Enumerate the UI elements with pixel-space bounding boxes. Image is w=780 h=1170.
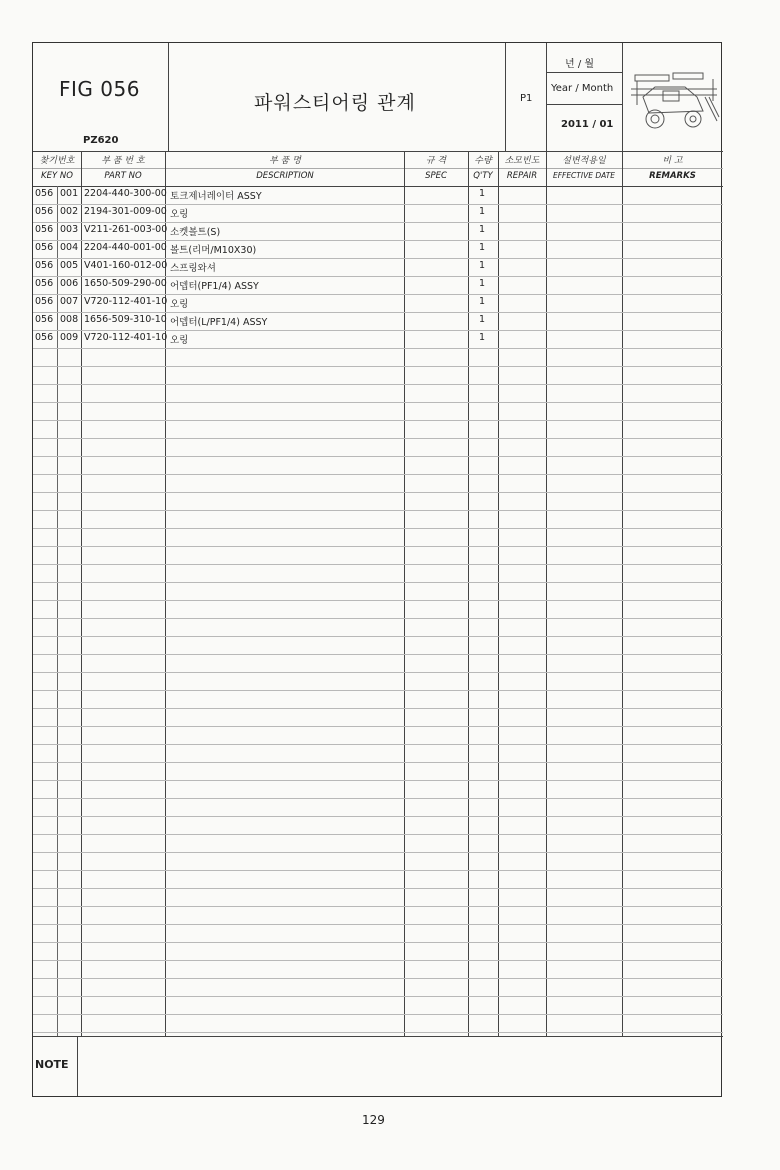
ruled-line (33, 960, 723, 961)
ruled-line (33, 852, 723, 853)
col-eff-ko: 설변적용일 (562, 156, 606, 166)
fig-cell: 056 (35, 278, 54, 289)
qty-cell: 1 (479, 296, 486, 307)
fig-cell: 056 (35, 188, 54, 199)
page-title: 파워스티어링 관계 (254, 92, 416, 114)
ruled-line (33, 996, 723, 997)
ruled-line (33, 474, 723, 475)
table-row (33, 276, 486, 294)
ruled-line (33, 600, 723, 601)
ruled-line (33, 744, 723, 745)
col-repair-en: REPAIR (506, 171, 538, 181)
col-eff-en: EFFECTIVE DATE (552, 171, 616, 180)
description-cell: 소켓볼트(S) (170, 227, 221, 238)
part-number-cell: V720-112-401-10 (84, 332, 168, 343)
rice-transplanter-icon (625, 61, 721, 139)
table-row (33, 186, 486, 204)
part-number-cell: V401-160-012-00 (84, 260, 168, 271)
qty-cell: 1 (479, 224, 486, 235)
fig-cell: 056 (35, 242, 54, 253)
table-row (33, 258, 486, 276)
part-number-cell: 2204-440-001-00 (84, 242, 167, 253)
part-number-cell: 1650-509-290-00 (84, 278, 167, 289)
ruled-line (33, 942, 723, 943)
key-cell: 006 (60, 278, 79, 289)
qty-cell: 1 (479, 242, 486, 253)
table-row (33, 204, 486, 222)
fig-cell: 056 (35, 224, 54, 235)
ruled-line (33, 618, 723, 619)
table-row (33, 330, 486, 348)
fig-cell: 056 (35, 332, 54, 343)
page-number: 129 (362, 1113, 385, 1127)
date-value: 2011 / 01 (561, 119, 614, 130)
ruled-line (33, 978, 723, 979)
description-cell: 어뎁터(L/PF1/4) ASSY (170, 317, 268, 328)
key-cell: 008 (60, 314, 79, 325)
qty-cell: 1 (479, 206, 486, 217)
part-number-cell: 2194-301-009-00 (84, 206, 167, 217)
col-key-ko: 찾기번호 (39, 156, 75, 166)
ruled-line (33, 420, 723, 421)
ruled-line (33, 492, 723, 493)
ruled-line (33, 510, 723, 511)
col-qty-en: Q'TY (473, 171, 493, 181)
key-cell: 002 (60, 206, 79, 217)
ruled-line (33, 924, 723, 925)
qty-cell: 1 (479, 314, 486, 325)
qty-cell: 1 (479, 332, 486, 343)
description-cell: 볼트(리머/M10X30) (170, 245, 257, 256)
ruled-line (33, 528, 723, 529)
table-row (33, 294, 486, 312)
note-label: NOTE (35, 1058, 69, 1071)
col-spec-ko: 규 격 (425, 156, 447, 166)
ruled-line (33, 564, 723, 565)
fig-cell: 056 (35, 296, 54, 307)
date-label-en: Year / Month (551, 83, 614, 94)
ruled-line (33, 438, 723, 439)
ruled-line (33, 762, 723, 763)
ruled-line (33, 636, 723, 637)
ruled-line (33, 798, 723, 799)
col-qty-ko: 수량 (474, 156, 492, 166)
ruled-line (33, 348, 723, 349)
col-repair-ko: 소모빈도 (504, 156, 540, 166)
description-cell: 오링 (170, 209, 189, 220)
machine-illustration (625, 61, 721, 139)
ruled-line (33, 888, 723, 889)
ruled-line (33, 690, 723, 691)
fig-number: FIG 056 (59, 77, 140, 101)
ruled-line (33, 726, 723, 727)
part-number-cell: 1656-509-310-10 (84, 314, 167, 325)
key-cell: 003 (60, 224, 79, 235)
qty-cell: 1 (479, 260, 486, 271)
ruled-line (33, 816, 723, 817)
ruled-line (33, 780, 723, 781)
ruled-line (33, 870, 723, 871)
ruled-line (33, 834, 723, 835)
date-label-ko: 년 / 월 (565, 59, 595, 70)
ruled-line (33, 906, 723, 907)
key-cell: 009 (60, 332, 79, 343)
ruled-line (33, 708, 723, 709)
fig-cell: 056 (35, 260, 54, 271)
description-cell: 토크제너레이터 ASSY (170, 191, 262, 202)
key-cell: 007 (60, 296, 79, 307)
ruled-line (33, 1032, 723, 1033)
ruled-line (33, 366, 723, 367)
col-rem-ko: 비 고 (662, 156, 683, 166)
table-row (33, 222, 486, 240)
col-part-ko: 부 품 번 호 (101, 156, 145, 166)
ruled-line (33, 672, 723, 673)
part-number-cell: V720-112-401-10 (84, 296, 168, 307)
part-number-cell: 2204-440-300-00 (84, 188, 167, 199)
col-desc-ko: 부 품 명 (269, 156, 301, 166)
part-number-cell: V211-261-003-00 (84, 224, 168, 235)
description-cell: 어뎁터(PF1/4) ASSY (170, 281, 259, 292)
description-cell: 스프링와셔 (170, 263, 216, 274)
ruled-line (33, 654, 723, 655)
description-cell: 오링 (170, 299, 189, 310)
parts-list-frame (32, 42, 722, 1097)
description-cell: 오링 (170, 335, 189, 346)
key-cell: 004 (60, 242, 79, 253)
ruled-line (33, 384, 723, 385)
col-spec-en: SPEC (425, 171, 447, 181)
ruled-line (33, 546, 723, 547)
col-desc-en: DESCRIPTION (256, 171, 314, 181)
key-cell: 001 (60, 188, 79, 199)
fig-cell: 056 (35, 314, 54, 325)
ruled-line (33, 402, 723, 403)
table-row (33, 312, 486, 330)
ruled-line (33, 582, 723, 583)
page-code: P1 (520, 93, 533, 104)
model-code: PZ620 (83, 135, 119, 146)
key-cell: 005 (60, 260, 79, 271)
col-rem-en: REMARKS (649, 171, 696, 181)
table-row (33, 240, 486, 258)
col-key-en: KEY NO (41, 171, 73, 181)
ruled-line (33, 456, 723, 457)
fig-cell: 056 (35, 206, 54, 217)
col-part-en: PART NO (104, 171, 142, 181)
ruled-line (33, 1014, 723, 1015)
qty-cell: 1 (479, 188, 486, 199)
qty-cell: 1 (479, 278, 486, 289)
